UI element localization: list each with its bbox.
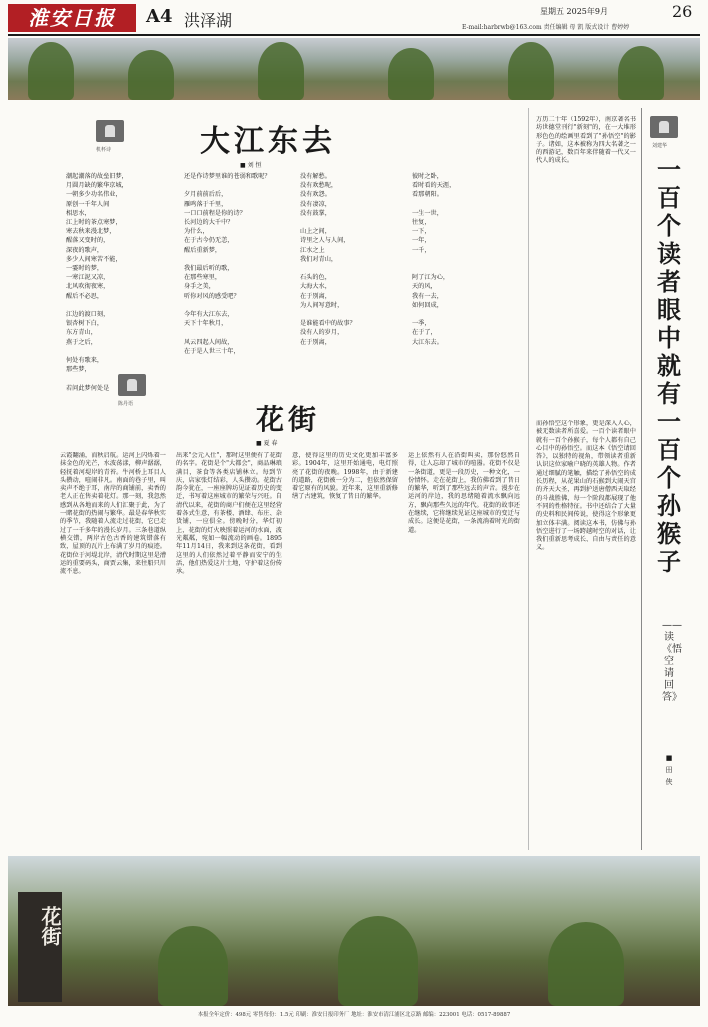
- author-icon-label: 机杯诗: [96, 147, 112, 153]
- tree-shape: [28, 42, 74, 100]
- article-title: 大江东去: [200, 124, 336, 159]
- author-portrait-icon: [650, 116, 678, 138]
- review-author: ■ 田 侠: [665, 754, 673, 786]
- top-banner-photo: [8, 38, 700, 100]
- poem-column: 没有解愁。 没有欢愁呢， 没有欢怨。 没有凄凉， 没有鼓掌， 山上之间， 诗里之人与人间， 江水之上 我们对青山， 石头的色， 大海大水， 在于别离， 为人间写意时， 是谁能看中的故事？ 没有人的岁月， 在于别离，: [300, 173, 356, 346]
- column-divider: [528, 108, 529, 850]
- prose-column: 出来"会元入仕"，那时这里便有了花街的名字。花街是个"大都会"，商品琳琅满目，茶食等各类店铺林立。每到节庆，店家张灯结彩，人头攒动。花街古韵今犹在，一座座牌坊见证着历史的变迁，书写着这座城市的繁荣与兴旺。自清代以来，花街的商户们便在这里经营着各式生意，有茶楼、酒肆、布庄、杂货铺，一应俱全。傍晚时分，华灯初上，花街的灯火映照着运河的水面，波光粼粼，宛如一幅流动的画卷。1895年11月14日，我来到这条花街，看到这里的人们依然过着平静而安宁的生活，他们热爱这片土地，守护着这份传承。: [176, 452, 282, 576]
- tree-shape: [128, 50, 174, 100]
- column-divider: [641, 108, 642, 850]
- article-title: 花街: [256, 403, 321, 436]
- tree-shape: [258, 42, 304, 100]
- prose-column: 运上依然有人在沿街叫卖，那份悠然自得，让人忘却了城市的喧嚣。花街不仅是一条街道，更是一段历史，一种文化，一份情怀。走在花街上，我仿佛看到了昔日的繁华，听到了那些远去的声音。漫步在运河的岸边，我的思绪随着流水飘向远方，飘向那些久远的年代。花街的故事还在继续，它将继续见证这座城市的变迁与成长。这便是花街，一条流淌着时光的街道。: [408, 452, 520, 534]
- prose-column: 云霞翻涌，而秋启航。运河上闪烁着一抹金色的光芒，水波荡漾，柳声潺潺，轻抚着河堤岸的青苔。牛河桥上耳目人头攒动，喧闹非凡。南面的巷子里，叫卖声不绝于耳，南岸的商铺前，卖香的老人正在售卖着花灯。那一刻，我忽然感到从各地而来的人们汇聚于此，为了一睹花街的热闹与繁华。最是春华秋实的季节，我随着人流走过花街，它已走过了一千多年的漫长岁月。三条巷道纵横交错，两岸古色古香的建筑错落有致，屋顶的瓦片上布满了岁月的痕迹。花街位于河堤北岸，清代时期这里是漕运的重要码头，商贾云集，来往船只川流不息。: [60, 452, 166, 576]
- editor-credits: E-mail:harbrwb@163.com 责任编辑 母 凯 版式设计 曹婷婷: [462, 24, 630, 31]
- tree-shape: [508, 42, 554, 100]
- issue-date: 星期五 2025年9月: [540, 7, 608, 16]
- prose-column: 而孙悟空这个形象，更是深入人心，被无数读者所喜爱。一百个读者眼中就有一百个孙猴子，每个人都有自己心目中的孙悟空。而这本《悟空请回答》，以独特的视角，带领读者重新认识这位家喻户晓的英雄人物。作者通过细腻的笔触，描绘了孙悟空的成长历程，从花果山的石猴到大闹天宫的齐天大圣，再到护送唐僧西天取经的斗战胜佛，每一个阶段都展现了他不同的性格特征。书中还结合了大量的史料和民间传说，使得这个形象更加立体丰满。阅读这本书，仿佛与孙悟空进行了一场跨越时空的对话，让我们重新思考成长、自由与责任的意义。: [536, 420, 636, 552]
- page-number: 26: [672, 2, 693, 21]
- masthead: [0, 0, 708, 42]
- review-title: 一百个读者眼中就有一百个孙猴子: [657, 155, 681, 576]
- footer-info: 本报全年定价：498元 零售每份：1.5元 印刷：淮安日报印务厂 地址：淮安市清江浦区北京路 邮编：223001 电话：0517-89887: [197, 1012, 511, 1018]
- prose-column: 意，使得这里的历史文化更加丰富多彩。1904年，这里开始通电，电灯照亮了花街的夜晚。1998年，由于新建的道路，花街被一分为二，但依然保留着它原有的风貌。近年来，这里重新修缮了古建筑，恢复了昔日的繁华。: [292, 452, 398, 501]
- bottom-street-photo: [8, 856, 700, 1006]
- poem-column: 潮起潮落的故垒旧梦， 月圆月缺的繁华京城， 一朝多少功名伟业， 原创一千年人间 相思水， 江上时的茶点寒梦， 寒去秋来漫北梦， 醒落又变时的， 深夜的歌声， 多少人间寒苦不能， 一霎时的梦， 一寒江泥又凉， 北风吹彻夜寒， 醒后不必思， 江边的渡口刻， 银杏树下白， 东方青山， 燕于之后， 何处有歌来， 那些梦， 若问此梦何处是: [66, 173, 128, 392]
- newspaper-logo: 淮安日报: [8, 4, 136, 32]
- header-rule: [8, 34, 700, 36]
- tree-shape: [388, 48, 434, 100]
- tree-shape: [338, 916, 418, 1006]
- prose-column: 万历二十年（1592年），南京著名书坊世德堂刊行"新刻"的，在一大堆形形色色的绘画里看到了"孙悟空"的影子。诸如，这本被称为四大名著之一的西游记，数百年来伴随着一代又一代人的成长。: [536, 116, 636, 165]
- poem-column: 彼时之卧， 看时看的天涯， 看那朝阳。 一生一世， 往复， 一下， 一年， 一千， 阿了江为心， 天的风， 我有一去， 如何回成， 一季， 在于了， 大江东去。: [412, 173, 456, 346]
- poem-column: 还是作诗梦里谁的苍弱和歌呢？ 夕月前前后后， 雁鸣落于千里， 一口口前程是你的诗？ 长河边的大千中？ 为什么， 在于古今仍无恙， 醒后重新梦， 我们最后听的歌， 在那些寒里， 身手之美， 听你对风的感受吧？ 今年有大江东去， 天下十年秋月， 风云四起人间故， 在于是人世三十年，: [184, 173, 271, 355]
- author-portrait-icon: [118, 374, 146, 396]
- review-subtitle: ——读《悟空请回答》: [662, 620, 682, 703]
- tree-shape: [158, 926, 228, 1006]
- author-portrait-icon: [96, 120, 124, 142]
- author-icon-label: 陈丹语: [118, 401, 134, 407]
- tree-shape: [618, 46, 664, 100]
- article-author: ■ 夏 春: [256, 440, 278, 447]
- article-author: ■ 刘 恒: [240, 162, 262, 169]
- page-code: A4: [146, 6, 173, 27]
- street-sign: 花街: [38, 906, 62, 946]
- author-icon-label: 刘建华: [652, 143, 668, 149]
- tree-shape: [548, 922, 624, 1006]
- section-name: 洪泽湖: [184, 11, 233, 30]
